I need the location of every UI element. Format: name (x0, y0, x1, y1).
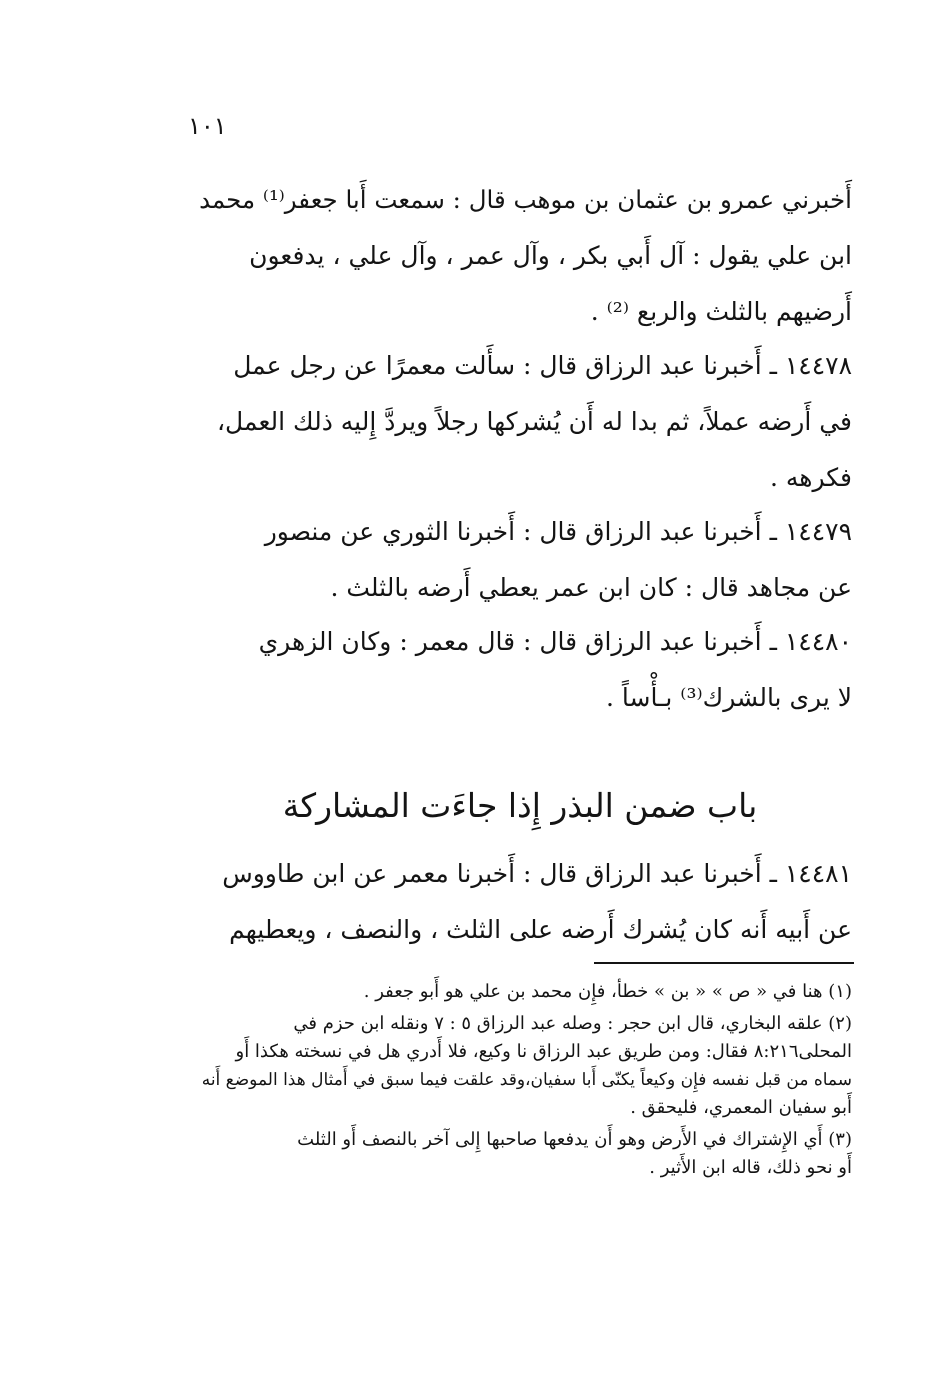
footnote-line: أَو نحو ذلك، قاله ابن الأَثير . (649, 1157, 852, 1178)
paragraph-intro (188, 172, 852, 340)
paragraph-line: عن مجاهد قال : كان ابن عمر يعطي أَرضه بالثلث . (330, 573, 852, 602)
paragraph-14478 (188, 338, 852, 506)
footnote-divider (594, 962, 854, 964)
footnote-1 (188, 978, 852, 1006)
paragraph-14481 (188, 846, 852, 958)
paragraph-line: أَرضيهم بالثلث والربع ⁽²⁾ . (590, 297, 852, 326)
paragraph-line: في أَرضه عملاً، ثم بدا له أَن يُشركها رجلاً ويردَّ إِليه ذلك العمل، (216, 407, 852, 436)
footnote-line: (٣) أَي الإِشتراك في الأَرض وهو أَن يدفعها صاحبها إِلى آخر بالنصف أَو الثلث (297, 1129, 852, 1150)
footnote-line: (١) هنا في « ص » « بن » خطأ، فإِن محمد بن علي هو أَبو جعفر . (363, 981, 852, 1002)
footnote-line: أَبو سفيان المعمري، فليحقق . (630, 1097, 852, 1118)
paragraph-line: ابن علي يقول : آل أَبي بكر ، وآل عمر ، وآل علي ، يدفعون (249, 241, 852, 270)
paragraph-line: ١٤٤٧٩ ـ أَخبرنا عبد الرزاق قال : أَخبرنا الثوري عن منصور (264, 517, 852, 546)
paragraph-line: عن أَبيه أَنه كان يُشرك أَرضه على الثلث ، والنصف ، ويعطيهم (229, 915, 852, 944)
paragraph-line: لا يرى بالشرك⁽³⁾ بـأْساً . (606, 683, 852, 712)
chapter-heading: باب ضمن البذر إِذا جاءَت المشاركة (282, 786, 758, 825)
paragraph-line: ١٤٤٨١ ـ أَخبرنا عبد الرزاق قال : أَخبرنا معمر عن ابن طاووس (222, 859, 852, 888)
paragraph-line: ١٤٤٨٠ ـ أَخبرنا عبد الرزاق قال : قال معمر : وكان الزهري (258, 627, 852, 656)
paragraph-14479 (188, 504, 852, 616)
paragraph-line: ١٤٤٧٨ ـ أَخبرنا عبد الرزاق قال : سأَلت معمرًا عن رجل عمل (233, 351, 852, 380)
paragraph-line: أَخبرني عمرو بن عثمان بن موهب قال : سمعت أَبا جعفر⁽¹⁾ محمد (199, 185, 852, 214)
footnote-line: المحلى٨:٢١٦ فقال: ومن طريق عبد الرزاق نا وكيع، فلا أَدري هل في نسخته هكذا أَو (235, 1041, 852, 1062)
paragraph-14480 (188, 614, 852, 726)
footnotes (188, 978, 852, 1186)
footnote-line: سماه من قبل نفسه فإِن وكيعاً يكنّى أَبا سفيان،وقد علقت فيما سبق في أَمثال هذا الموضع أَنه (201, 1070, 852, 1090)
page-number: ١٠١ (188, 112, 227, 140)
footnote-2 (188, 1010, 852, 1122)
footnote-line: (٢) علقه البخاري، قال ابن حجر : وصله عبد الرزاق ٥ : ٧ ونقله ابن حزم في (293, 1013, 852, 1034)
paragraph-line: فكرهه . (769, 463, 852, 492)
footnote-3 (188, 1126, 852, 1182)
